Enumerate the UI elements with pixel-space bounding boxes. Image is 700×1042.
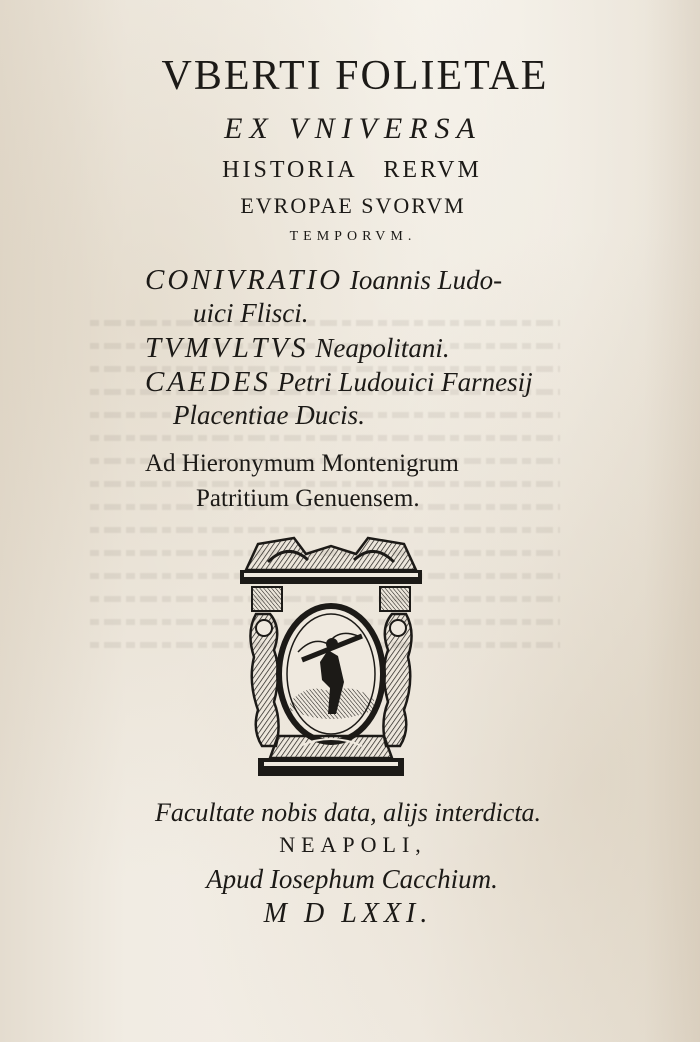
title-line-4: EVROPAE SVORVM	[240, 193, 466, 218]
title-line-3: HISTORIA RERVM	[222, 157, 482, 183]
title-line-5: TEMPORVM.	[289, 229, 417, 244]
contents-line-3	[145, 332, 450, 365]
contents-caps: TVMVLTVS	[145, 332, 309, 364]
contents-line-1	[145, 264, 502, 297]
printers-device-woodcut-icon	[228, 532, 434, 782]
contents-line-4	[145, 366, 533, 399]
contents-caps: CAEDES	[145, 366, 271, 398]
title-line-2: EX VNIVERSA	[224, 112, 482, 145]
author-heading: VBERTI FOLIETAE	[161, 53, 549, 99]
imprint-place: NEAPOLI,	[279, 832, 427, 857]
dedication-line-2: Patritium Genuensem.	[196, 485, 420, 512]
contents-text: Placentiae Ducis.	[173, 400, 365, 430]
imprint-printer: Apud Iosephum Cacchium.	[206, 864, 498, 894]
contents-line-5	[173, 400, 365, 431]
dedication-line-1: Ad Hieronymum Montenigrum	[145, 450, 459, 477]
contents-line-2	[193, 298, 308, 329]
imprint-year: M D LXXI.	[263, 898, 433, 929]
contents-text: uici Flisci.	[193, 298, 309, 328]
contents-text: Ioannis Ludo-	[343, 265, 503, 295]
privilege-line: Facultate nobis data, alijs interdicta.	[154, 798, 542, 827]
contents-text: Petri Ludouici Farnesij	[270, 367, 533, 397]
contents-text: Neapolitani.	[308, 333, 450, 363]
contents-caps: CONIVRATIO	[145, 264, 344, 296]
